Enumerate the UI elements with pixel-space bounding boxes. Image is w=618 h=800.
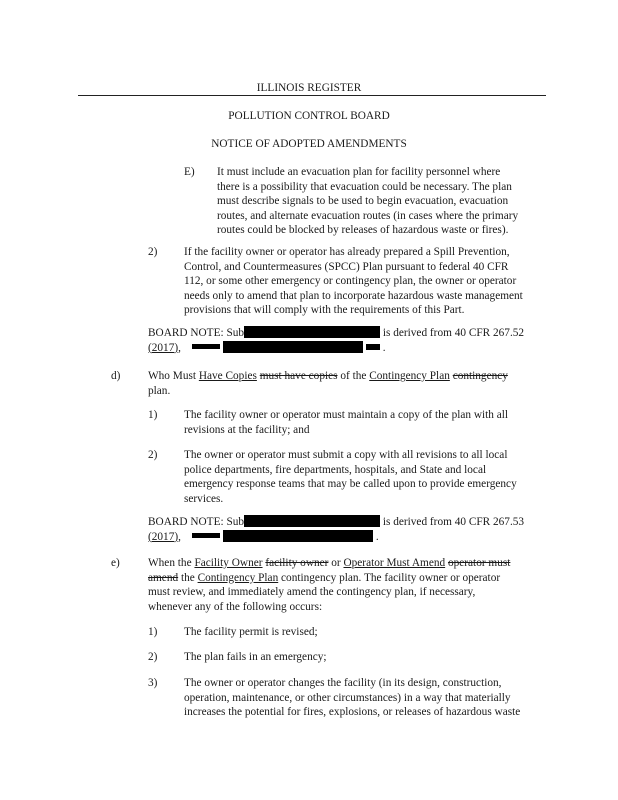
text-line: services.: [184, 492, 224, 505]
item-e-sub-label: E): [184, 166, 195, 178]
inserted-text: Contingency Plan: [369, 370, 450, 382]
item-e3-label: 3): [148, 677, 158, 689]
text-line: must review, and immediately amend the contingency plan, if necessary,: [148, 586, 476, 599]
heading-text: Who Must: [148, 370, 199, 382]
item-e1-text: The facility permit is revised;: [184, 626, 318, 638]
item-e-text: [148, 556, 510, 614]
text-line: needs only to amend that plan to incorporate hazardous waste management: [184, 289, 523, 302]
heading-text: contingency plan. The facility owner or operator: [278, 571, 501, 584]
text-line: 112, or some other emergency or contingency plan, the owner or operator: [184, 275, 517, 288]
agency-title: POLLUTION CONTROL BOARD: [228, 110, 390, 122]
item-2-label: 2): [148, 246, 158, 258]
heading-text: the: [178, 571, 198, 584]
redaction-block: [223, 530, 373, 542]
inserted-text: Operator Must Amend: [343, 557, 446, 569]
item-e-sub-text: [217, 165, 518, 238]
item-d2-label: 2): [148, 449, 158, 461]
board-note-end: .: [382, 341, 386, 354]
deleted-text: amend: [148, 571, 179, 584]
text-line: whenever any of the following occurs:: [148, 600, 323, 613]
inserted-text: Have Copies: [198, 370, 257, 382]
redaction-block: [366, 344, 380, 350]
board-note-prefix: BOARD NOTE: Sub: [148, 327, 245, 339]
redaction-block: [192, 533, 220, 538]
notice-title: NOTICE OF ADOPTED AMENDMENTS: [211, 138, 407, 150]
text-line: plan.: [148, 384, 171, 397]
item-e3-text: [184, 676, 520, 720]
board-note-derived: is derived from 40 CFR 267.53: [382, 516, 525, 528]
item-e1-label: 1): [148, 626, 158, 638]
board-note-citation: (2017): [148, 530, 179, 543]
text-line: police departments, fire departments, hospitals, and State and local: [184, 463, 487, 476]
board-note-citation: (2017): [148, 341, 179, 354]
text-line: must describe signals to be used to begin evacuation, evacuation: [217, 195, 509, 208]
redaction-block: [244, 326, 380, 338]
text-line: increases the potential for fires, explosions, or releases of hazardous waste: [184, 706, 521, 719]
text-line: operation, maintenance, or other circumstances) in a way that materially: [184, 691, 511, 704]
board-note-prefix: BOARD NOTE: Sub: [148, 516, 245, 528]
deleted-text: must have copies: [259, 370, 338, 382]
deleted-text: operator must: [447, 557, 511, 569]
redaction-block: [192, 344, 220, 349]
item-d2-text: [184, 448, 517, 506]
board-note-1: BOARD NOTE: Sub is derived from 40 CFR 267.52 (2017), .: [148, 327, 525, 354]
text-line: Control, and Countermeasures (SPCC) Plan pursuant to federal 40 CFR: [184, 260, 509, 273]
register-title: ILLINOIS REGISTER: [256, 82, 362, 94]
text-line: The owner or operator changes the facility (in its design, construction,: [184, 677, 502, 689]
text-line: The owner or operator must submit a copy with all revisions to all local: [184, 449, 508, 461]
text-line: The facility owner or operator must maintain a copy of the plan with all: [184, 409, 509, 421]
board-note-derived: is derived from 40 CFR 267.52: [382, 327, 525, 339]
item-d-label: d): [111, 370, 121, 382]
inserted-text: Contingency Plan: [197, 571, 279, 584]
heading-text: When the: [148, 557, 195, 569]
redaction-block: [223, 341, 363, 353]
item-d1-text: [184, 408, 508, 437]
deleted-text: contingency: [452, 370, 508, 382]
text-line: provisions that will comply with the requirements of this Part.: [184, 304, 465, 317]
text-line: It must include an evacuation plan for facility personnel where: [217, 166, 501, 178]
item-d-heading: [148, 369, 508, 398]
board-note-2: BOARD NOTE: Sub is derived from 40 CFR 267.53 (2017), .: [148, 516, 525, 543]
heading-text: or: [328, 557, 344, 569]
text-line: there is a possibility that evacuation could be necessary. The plan: [217, 180, 512, 193]
text-line: routes, and alternate evacuation routes (in cases where the primary: [217, 209, 519, 222]
item-d1-label: 1): [148, 409, 158, 421]
board-note-end: .: [375, 530, 379, 543]
item-e2-text: The plan fails in an emergency;: [184, 651, 327, 663]
text-line: revisions at the facility; and: [184, 423, 310, 436]
redaction-block: [244, 515, 380, 527]
deleted-text: facility owner: [265, 557, 329, 569]
header-rule: [78, 95, 546, 96]
text-line: emergency response teams that may be called upon to provide emergency: [184, 478, 517, 491]
inserted-text: Facility Owner: [194, 557, 263, 569]
item-e-label: e): [111, 557, 120, 569]
heading-text: of the: [337, 370, 370, 382]
item-e2-label: 2): [148, 651, 158, 663]
text-line: routes could be blocked by releases of hazardous waste or fires).: [217, 224, 509, 237]
item-2-text: [184, 245, 523, 318]
text-line: If the facility owner or operator has already prepared a Spill Prevention,: [184, 246, 510, 258]
